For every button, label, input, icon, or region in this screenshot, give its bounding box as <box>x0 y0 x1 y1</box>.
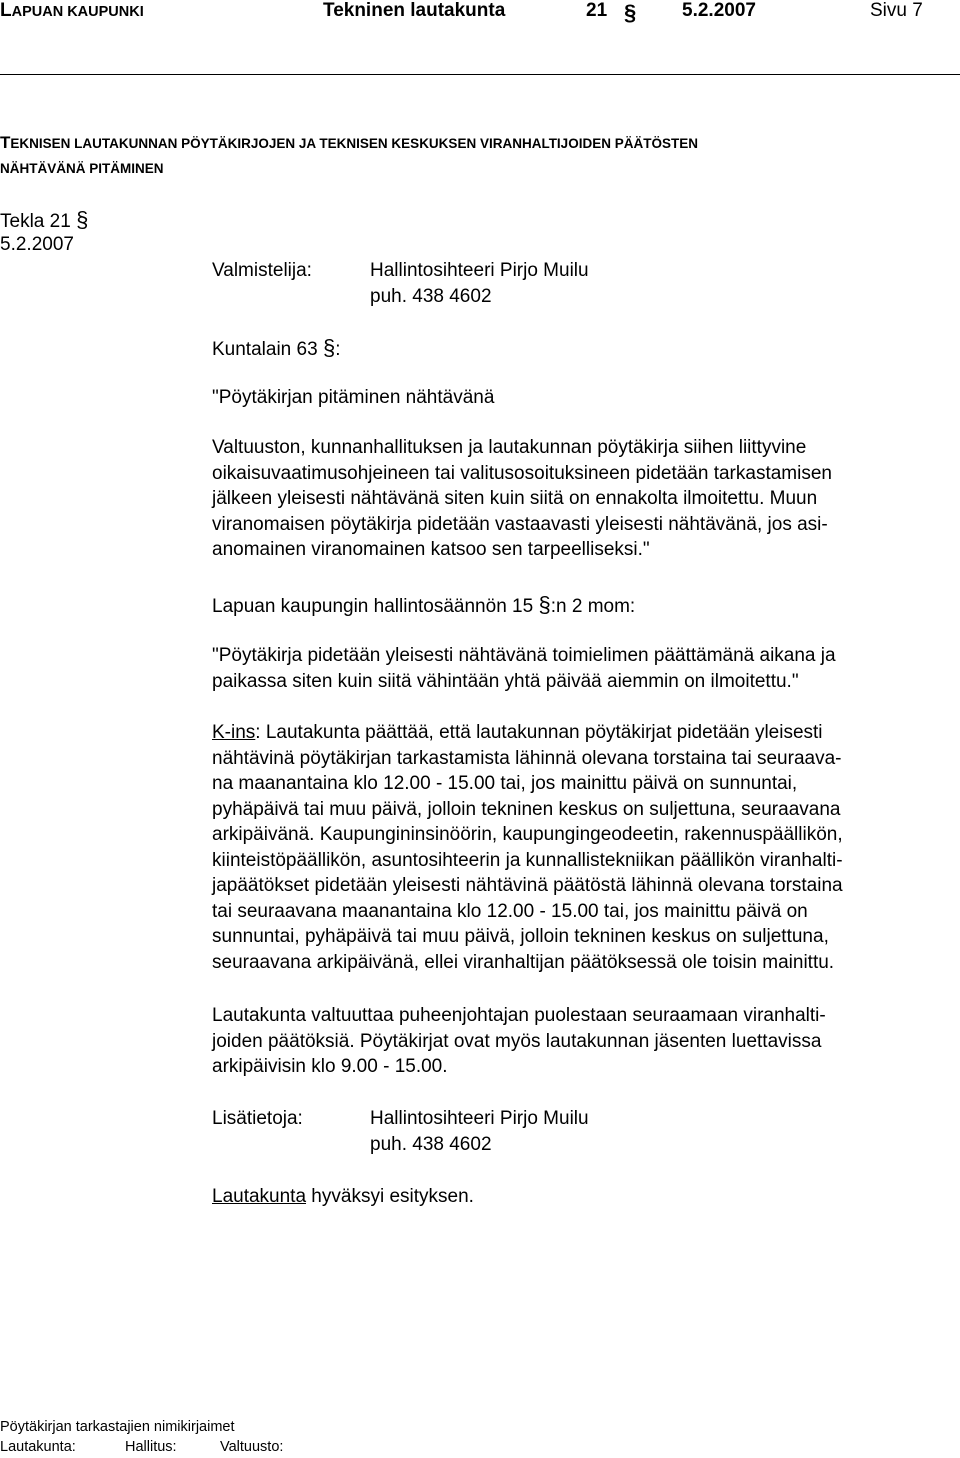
footer-signatures-label: Pöytäkirjan tarkastajien nimikirjaimet <box>0 1419 235 1435</box>
proposal-line: kiinteistöpäällikön, asuntosihteerin ja kunnallistekniikan päällikön viranhalti- <box>212 849 843 871</box>
header-board: Tekninen lautakunta <box>323 0 506 21</box>
footer-board-valtuusto: Valtuusto: <box>220 1439 284 1455</box>
quote2-body <box>212 643 958 694</box>
info-phone: puh. 438 4602 <box>370 1134 492 1155</box>
reference-date: 5.2.2007 <box>0 234 74 255</box>
reference-section-sign: § <box>76 207 89 232</box>
preparer-name: Hallintosihteeri Pirjo Muilu <box>370 260 589 281</box>
header-section-number: 21 <box>586 0 608 21</box>
info-name: Hallintosihteeri Pirjo Muilu <box>370 1108 589 1129</box>
decision-text: Lautakunta hyväksyi esityksen. <box>212 1186 474 1207</box>
quote1-line: oikaisuvaatimusohjeineen tai valitusosoituksineen pidetään tarkastamisen <box>212 462 832 484</box>
proposal-line: sunnuntai, pyhäpäivä tai muu päivä, jolloin tekninen keskus on suljettuna, <box>212 926 829 947</box>
proposal-body <box>212 720 958 975</box>
section-title-line1: TEKNISEN LAUTAKUNNAN PÖYTÄKIRJOJEN JA TEKNISEN KESKUKSEN VIRANHALTIJOIDEN PÄÄTÖSTEN <box>0 133 698 152</box>
authorization-line: joiden päätöksiä. Pöytäkirjat ovat myös lautakunnan jäsenten luettavissa <box>212 1030 822 1052</box>
section-title-line2: NÄHTÄVÄNÄ PITÄMINEN <box>0 161 164 176</box>
proposal-label: K-ins <box>212 722 256 743</box>
proposal-line: nähtävinä pöytäkirjan tarkastamista lähinnä olevana torstaina tai seuraava- <box>212 747 842 769</box>
quote2-line: paikassa siten kuin siitä vähintään yhtä päivää aiemmin on ilmoitettu." <box>212 670 799 692</box>
quote1-line: Valtuuston, kunnanhallituksen ja lautakunnan pöytäkirja siihen liittyvine <box>212 437 807 458</box>
header-divider <box>0 74 960 75</box>
proposal-line: tai seuraavana maanantaina klo 12.00 - 15.00 tai, jos mainittu päivä on <box>212 900 808 922</box>
header-page-number: Sivu 7 <box>870 0 923 21</box>
quote1-line: viranomaisen pöytäkirja pidetään vastaavasti yleisesti nähtävänä, jos asi- <box>212 513 828 535</box>
proposal-line: na maanantaina klo 12.00 - 15.00 tai, jos mainittu päivä on sunnuntai, <box>212 773 798 794</box>
quote2-line: "Pöytäkirja pidetään yleisesti nähtävänä toimielimen päättämänä aikana ja <box>212 645 836 666</box>
section-title <box>0 130 950 181</box>
rule-reference: Lapuan kaupungin hallintosäännön 15 §:n 2 mom: <box>212 592 636 617</box>
footer-board-lautakunta: Lautakunta: <box>0 1439 76 1455</box>
quote1-title: "Pöytäkirjan pitäminen nähtävänä <box>212 387 495 408</box>
proposal-line: japäätökset pidetään yleisesti nähtävinä päätöstä lähinnä olevana torstaina <box>212 875 843 896</box>
quote1-line: anomainen viranomainen katsoo sen tarpeelliseksi." <box>212 539 650 560</box>
proposal-line: pyhäpäivä tai muu päivä, jolloin tekninen keskus on suljettuna, seuraavana <box>212 798 841 820</box>
rule-section-sign: § <box>538 592 551 617</box>
header-date: 5.2.2007 <box>682 0 756 21</box>
preparer-label: Valmistelija: <box>212 260 312 281</box>
authorization-line: Lautakunta valtuuttaa puheenjohtajan puolestaan seuraamaan viranhalti- <box>212 1005 826 1026</box>
quote1-body <box>212 435 958 563</box>
proposal-line: arkipäivänä. Kaupungininsinöörin, kaupungingeodeetin, rakennuspäällikön, <box>212 824 843 845</box>
quote1-line: jälkeen yleisesti nähtävänä siten kuin siitä on ennakolta ilmoitettu. Muun <box>212 488 818 509</box>
header-section-sign: § <box>624 0 637 25</box>
proposal-line: seuraavana arkipäivänä, ellei viranhaltijan päätöksessä ole toisin mainittu. <box>212 951 835 973</box>
decision-subject: Lautakunta <box>212 1186 307 1207</box>
footer-board-hallitus: Hallitus: <box>125 1439 177 1455</box>
info-label: Lisätietoja: <box>212 1108 303 1129</box>
law-heading: Kuntalain 63 §: <box>212 335 341 360</box>
authorization-line: arkipäivisin klo 9.00 - 15.00. <box>212 1056 448 1077</box>
law-section-sign: § <box>322 335 336 360</box>
authorization-body <box>212 1003 958 1080</box>
proposal-first-line: K-ins: Lautakunta päättää, että lautakunnan pöytäkirjat pidetään yleisesti <box>212 722 823 743</box>
reference-line1: Tekla 21 § <box>0 207 89 232</box>
header-city: LAPUAN KAUPUNKI <box>0 0 144 21</box>
preparer-phone: puh. 438 4602 <box>370 286 492 307</box>
